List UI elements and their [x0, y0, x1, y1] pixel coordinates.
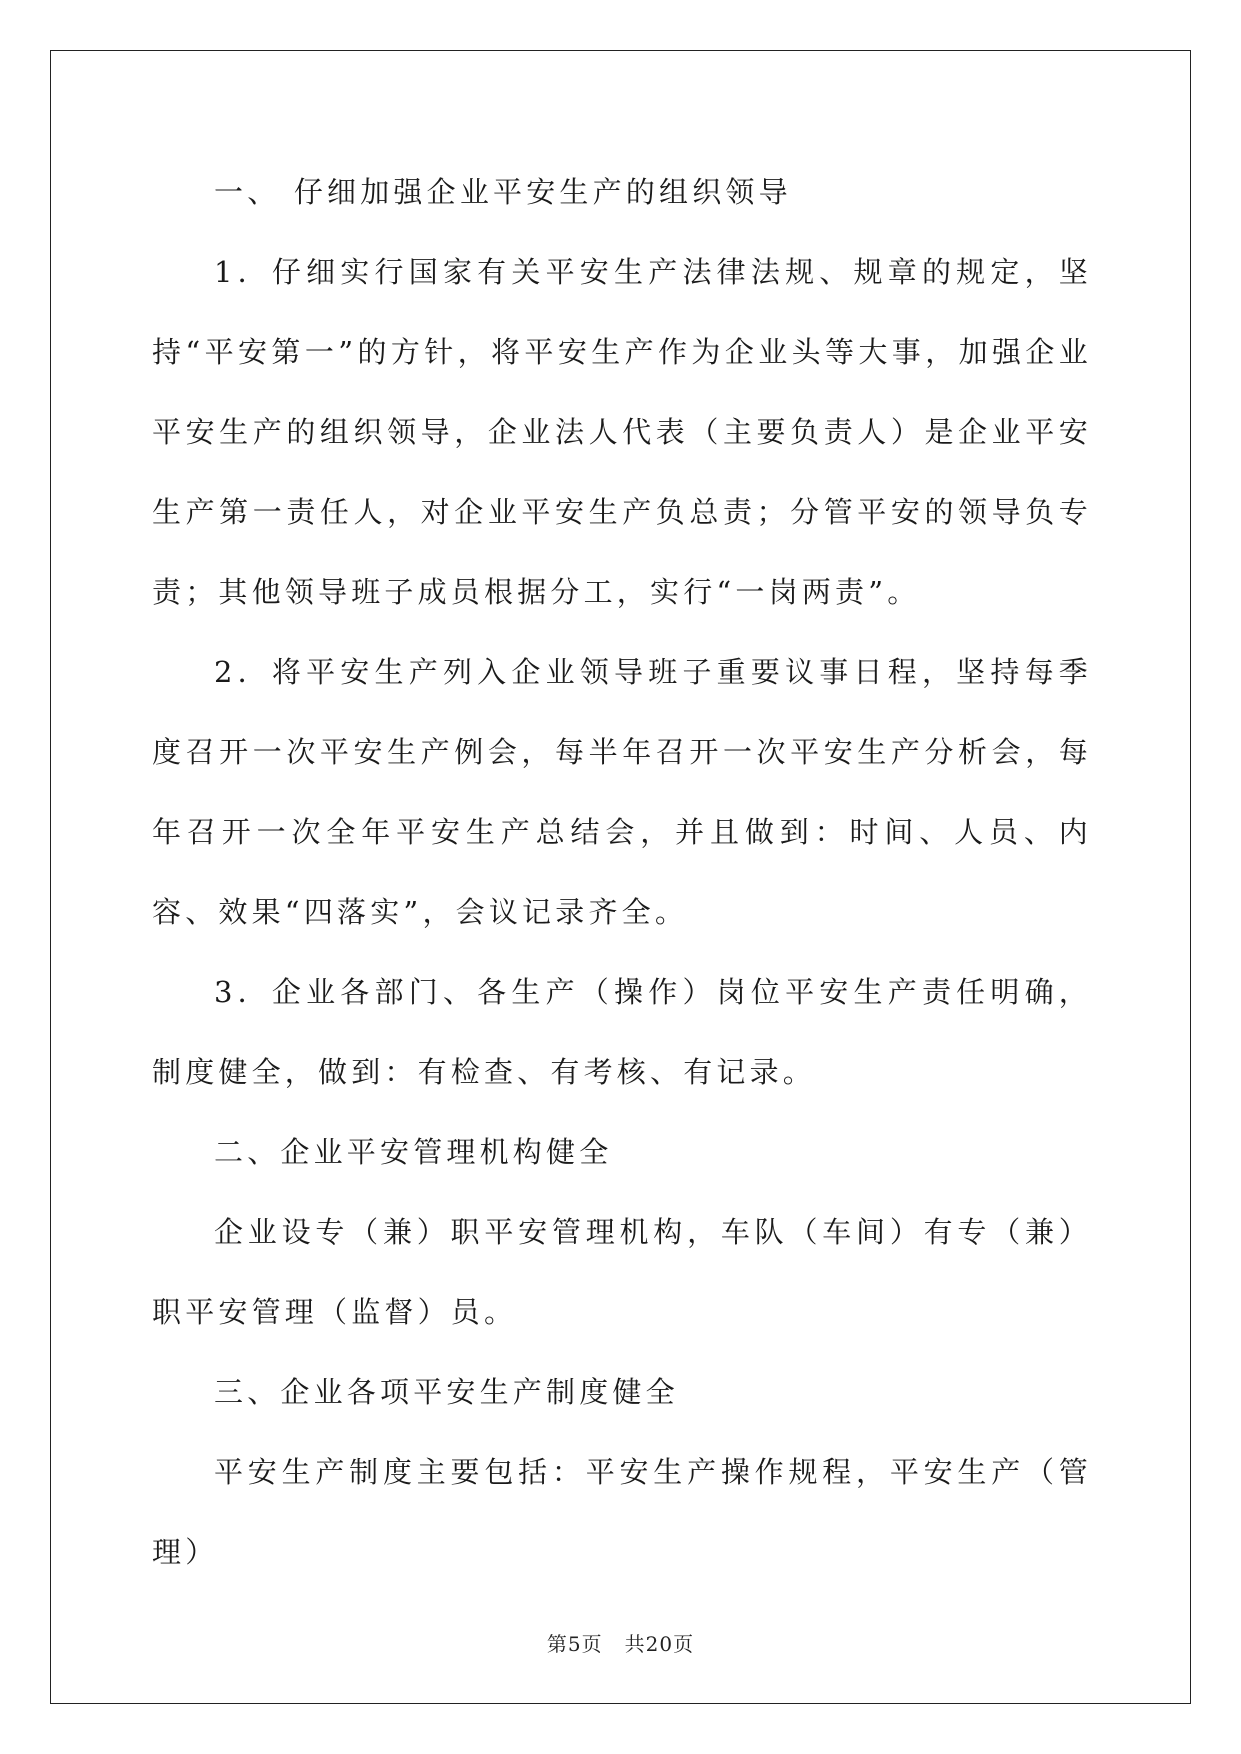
paragraph-item-3: 3．企业各部门、各生产（操作）岗位平安生产责任明确，制度健全，做到：有检查、有考核、有记录。 [152, 975, 1092, 1089]
page-number: 第5页 [546, 1632, 603, 1656]
page-footer [0, 1628, 1241, 1657]
section-heading-2: 二、企业平安管理机构健全 [214, 1135, 613, 1169]
section-heading-1: 一、 仔细加强企业平安生产的组织领导 [214, 175, 792, 209]
paragraph-item-1: 1．仔细实行国家有关平安生产法律法规、规章的规定，坚持“平安第一”的方针，将平安生产作为企业头等大事，加强企业平安生产的组织领导，企业法人代表（主要负责人）是企业平安生产第一责任人，对企业平安生产负总责；分管平安的领导负专责；其他领导班子成员根据分工，实行“一岗两责”。 [152, 255, 1092, 609]
paragraph-body-2: 企业设专（兼）职平安管理机构，车队（车间）有专（兼）职平安管理（监督）员。 [152, 1215, 1092, 1329]
document-body [152, 152, 1092, 1592]
page-total: 共20页 [624, 1632, 695, 1656]
paragraph-body-3: 平安生产制度主要包括：平安生产操作规程，平安生产（管理） [152, 1455, 1092, 1569]
section-heading-3: 三、企业各项平安生产制度健全 [214, 1375, 679, 1409]
paragraph-item-2: 2．将平安生产列入企业领导班子重要议事日程，坚持每季度召开一次平安生产例会，每半年召开一次平安生产分析会，每年召开一次全年平安生产总结会，并且做到：时间、人员、内容、效果“四落实”，会议记录齐全。 [152, 655, 1092, 929]
